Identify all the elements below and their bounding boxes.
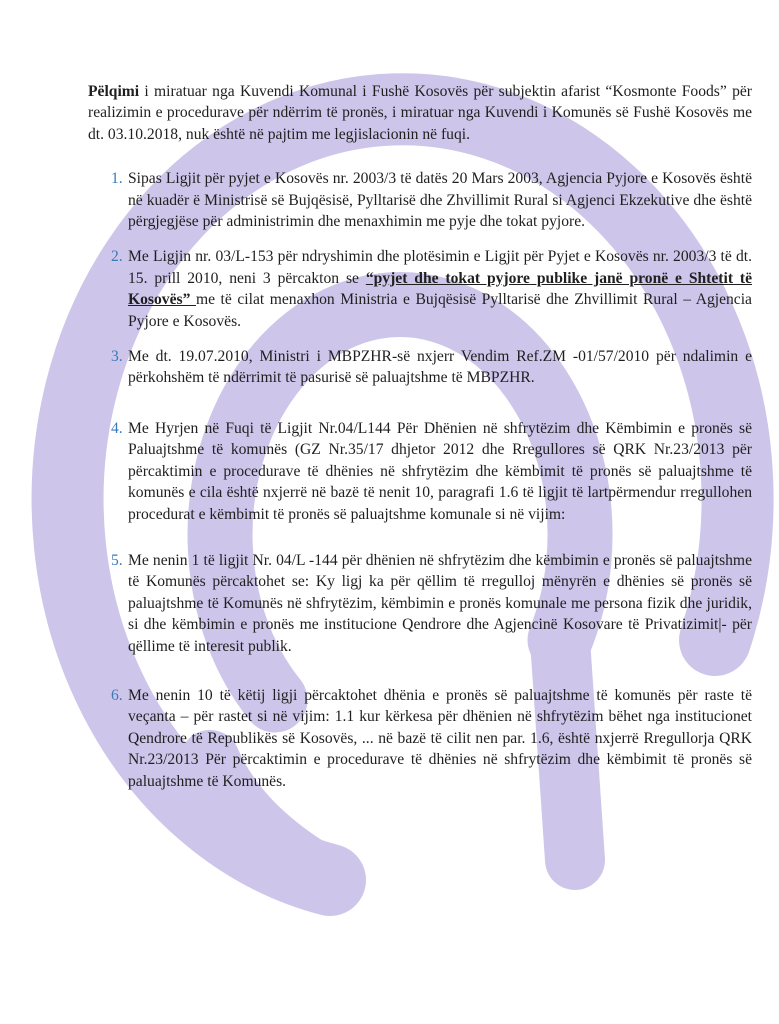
list-number: 6.	[111, 686, 123, 704]
emphasized-quote: “pyjet dhe tokat pyjore publike janë pronë e Shtetit të Kosovës”	[128, 269, 753, 309]
document-page	[88, 81, 752, 792]
intro-paragraph	[88, 81, 752, 145]
intro-text: i miratuar nga Kuvendi Komunal i Fushë Kosovës për subjektin afarist “Kosmonte Foods” për realizimin e procedurave për ndërrim të pronës, i miratuar nga Kuvendi i Komunës së Fushë Kosovës me dt. 03.10.2018, nuk është në pajtim me legjislacionin në fuqi.	[88, 83, 752, 143]
list-item-1	[88, 168, 752, 232]
list-item-2	[88, 246, 752, 332]
list-item-6	[88, 685, 752, 792]
list-text: Me nenin 1 të ligjit Nr. 04/L -144 për dhënien në shfrytëzim dhe këmbimin e pronës së paluajtshme të Komunës përcaktohet se: Ky ligj ka për qëllim të rregulloj mënyrën e dhënies së pronës së paluajtshme të Komunës në shfrytëzim, këmbimin e pronës komunale me persona fizik dhe juridik, si dhe këmbimin e pronës me institucione Qendrore dhe Agjencinë Kosovare të Privatizimit|- për qëllime të interesit publik.	[128, 551, 752, 655]
list-text: Me nenin 10 të këtij ligji përcaktohet dhënia e pronës së paluajtshme të komunës për raste të veçanta – për rastet si në vijim: 1.1 kur kërkesa për dhënien në shfrytëzim bëhet nga institucionet Qendrore të Republikës së Kosovës, ... në bazë të cilit nen par. 1.6, është nxjerrë Rregullorja QRK Nr.23/2013 Për përcaktimin e procedurave të dhënies në shfrytëzim dhe këmbimit të pronës së paluajtshme të Komunës.	[128, 686, 752, 790]
list-number: 1.	[111, 170, 123, 188]
list-item-5	[88, 550, 752, 657]
list-number: 4.	[111, 419, 123, 437]
list-number: 3.	[111, 348, 123, 366]
numbered-list	[88, 168, 752, 792]
list-text-after: me të cilat menaxhon Ministria e Bujqësisë Pylltarisë dhe Zhvillimit Rural – Agjencia Pyjore e Kosovës.	[128, 291, 752, 330]
intro-bold-term: Pëlqimi	[88, 83, 140, 100]
list-number: 2.	[111, 248, 123, 266]
list-text: Me Hyrjen në Fuqi të Ligjit Nr.04/L144 Për Dhënien në shfrytëzim dhe Këmbimin e pronës së Paluajtshme të komunës (GZ Nr.35/17 dhjetor 2012 dhe Rregullores së QRK Nr.23/2013 për përcaktimin e procedurave të dhënies në shfrytëzim dhe këmbimit të pronës së paluajtshme të komunës e cila është nxjerrë në bazë të nenit 10, paragrafi 1.6 të ligjit të lartpërmendur rregullohen procedurat e këmbimit të pronës së paluajtshme komunale si në vijim:	[128, 419, 752, 523]
list-item-4	[88, 418, 752, 525]
list-text: Me dt. 19.07.2010, Ministri i MBPZHR-së nxjerr Vendim Ref.ZM -01/57/2010 për ndalimin e përkohshëm të ndërrimit të pasurisë së paluajtshme të MBPZHR.	[128, 348, 752, 387]
list-text: Sipas Ligjit për pyjet e Kosovës nr. 2003/3 të datës 20 Mars 2003, Agjencia Pyjore e Kosovës është në kuadër ë Ministrisë së Bujqësisë, Pylltarisë dhe Zhvillimit Rural si Agjenci Ekzekutive dhe është përgjegjëse për administrimin dhe menaxhimin me pyje dhe tokat pyjore.	[128, 170, 752, 231]
list-number: 5.	[111, 551, 123, 569]
list-text: Me Ligjin nr. 03/L-153 për ndryshimin dhe plotësimin e Ligjit për Pyjet e Kosovës nr. 2003/3 të dt. 15. prill 2010, neni 3 përcakton se	[128, 248, 752, 287]
list-item-3	[88, 346, 752, 389]
